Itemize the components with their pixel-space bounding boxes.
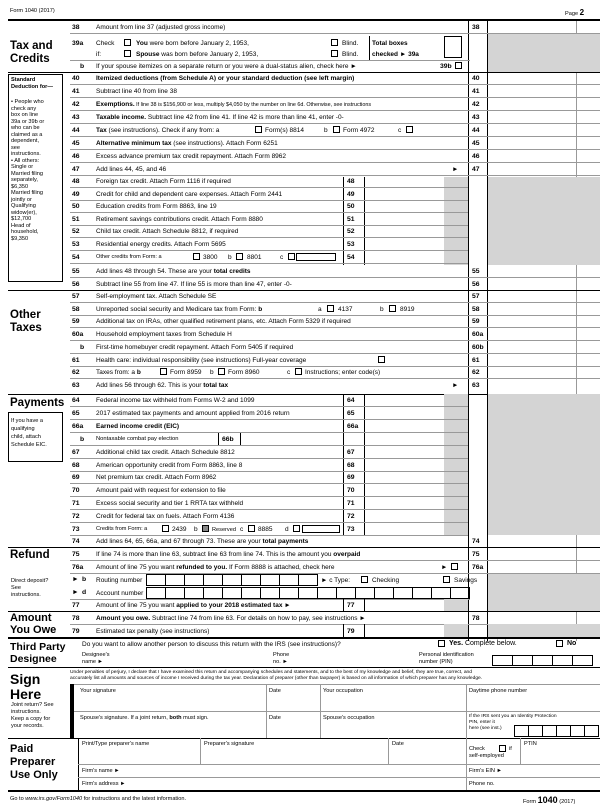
line-70-label: Amount paid with request for extension to file <box>96 487 226 495</box>
routing-digit[interactable] <box>165 574 185 586</box>
firm-phone-field[interactable]: Phone no. <box>469 781 495 787</box>
firm-address-field[interactable]: Firm's address ► <box>82 781 126 787</box>
account-digit[interactable] <box>222 587 242 599</box>
line-73c-checkbox[interactable] <box>248 525 255 532</box>
you-blind-checkbox[interactable] <box>331 39 338 46</box>
line-73d-input[interactable] <box>302 525 340 533</box>
line-68-label: American opportunity credit from Form 8863, line 8 <box>96 461 243 469</box>
account-digit[interactable] <box>374 587 394 599</box>
preparer-signature-field[interactable]: Preparer's signature <box>204 741 255 747</box>
line-59-label: Additional tax on IRAs, other qualified retirement plans, etc. Attach Form 5329 if required <box>96 318 351 326</box>
line-54a-checkbox[interactable] <box>193 253 200 260</box>
line-62-label: Taxes from: a b <box>96 369 141 377</box>
line-73-label: Credits from Form: a <box>96 526 148 532</box>
routing-digit[interactable] <box>203 574 223 586</box>
ip-pin-digit[interactable] <box>514 725 529 737</box>
checking-checkbox[interactable] <box>361 576 368 583</box>
line-51-label: Retirement savings contributions credit. Attach Form 8880 <box>96 215 263 223</box>
amount-col-left <box>468 21 469 641</box>
account-digit[interactable] <box>412 587 432 599</box>
spouse-born-checkbox[interactable] <box>124 50 131 57</box>
section-payments: Payments <box>10 397 65 409</box>
you-born-checkbox[interactable] <box>124 39 131 46</box>
account-digit[interactable] <box>431 587 451 599</box>
section-third-party: Third Party Designee <box>10 641 66 665</box>
line-49-label: Credit for child and dependent care expenses. Attach Form 2441 <box>96 190 283 198</box>
form-name-header: Form 1040 (2017) <box>10 8 55 14</box>
line-54c-input[interactable] <box>296 253 336 261</box>
full-year-coverage-checkbox[interactable] <box>378 356 385 363</box>
ip-pin-digit[interactable] <box>570 725 585 737</box>
ptin-field[interactable]: PTIN <box>524 741 537 747</box>
line-44-label: Tax (see instructions). Check if any from: a <box>96 127 220 134</box>
account-digit[interactable] <box>279 587 299 599</box>
line-53-label: Residential energy credits. Attach Form 5695 <box>96 241 226 248</box>
firm-ein-field[interactable]: Firm's EIN ► <box>469 768 503 774</box>
footer-instructions: Go to www.irs.gov/Form1040 for instructions and the latest information. <box>10 796 186 802</box>
account-digit[interactable] <box>184 587 204 599</box>
reserved-checkbox <box>202 525 209 532</box>
ip-pin-digit[interactable] <box>556 725 571 737</box>
line-65-label: 2017 estimated tax payments and amount applied from 2016 return <box>96 409 290 417</box>
line-44c-checkbox[interactable] <box>406 126 413 133</box>
line-num: 45 <box>72 140 80 147</box>
line-69-label: Net premium tax credit. Attach Form 8962 <box>96 474 217 482</box>
line-38-label: Amount from line 37 (adjusted gross income) <box>96 24 226 31</box>
your-occupation-field[interactable]: Your occupation <box>323 688 363 694</box>
spouse-blind-checkbox[interactable] <box>331 50 338 57</box>
account-digit[interactable] <box>317 587 337 599</box>
third-party-no-checkbox[interactable] <box>556 640 563 647</box>
line-50-label: Education credits from Form 8863, line 19 <box>96 203 217 211</box>
pin-digit[interactable] <box>492 655 513 666</box>
irs-link[interactable]: www.irs.gov/Form1040 <box>25 796 83 802</box>
preparer-name-field[interactable]: Print/Type preparer's name <box>82 741 150 747</box>
line-66b-label: Nontaxable combat pay election <box>96 435 179 442</box>
account-digit[interactable] <box>450 587 470 599</box>
amount-col-right <box>487 21 488 641</box>
routing-digit[interactable] <box>260 574 280 586</box>
line-47-label: Add lines 44, 45, and 46 <box>96 166 167 173</box>
daytime-phone-field[interactable]: Daytime phone number <box>469 688 528 694</box>
self-employed-checkbox[interactable] <box>499 745 506 752</box>
form-8888-checkbox[interactable] <box>451 563 458 570</box>
line-66a-label: Earned income credit (EIC) <box>96 422 180 430</box>
account-digit[interactable] <box>260 587 280 599</box>
line-73a-checkbox[interactable] <box>162 525 169 532</box>
section-tax-credits: Tax and Credits <box>10 40 53 65</box>
standard-deduction-text: • People who check any box on line 39a or 39b or who can be claimed as a dependent, see instructions. • All others: Single or Married filing separately, $6,350 Married filing jointly or Qualifying widow(er), $12,700 Head of household, $9,350 <box>11 99 45 242</box>
routing-digit[interactable] <box>184 574 204 586</box>
line-58-label: Unreported social security and Medicare tax from Form: b <box>96 305 263 313</box>
line-72-label: Credit for federal tax on fuels. Attach Form 4136 <box>96 513 235 521</box>
account-digit[interactable] <box>393 587 413 599</box>
pin-digit[interactable] <box>512 655 533 666</box>
pin-digit[interactable] <box>572 655 593 666</box>
line-61-label: Health care: individual responsibility (see instructions) Full-year coverage <box>96 356 307 364</box>
line-60b-label: First-time homebuyer credit repayment. Attach Form 5405 if required <box>96 343 294 351</box>
section-paid-preparer: Paid Preparer Use Only <box>10 743 58 781</box>
spouse-signature-field[interactable]: Spouse's signature. If a joint return, both must sign. <box>80 715 209 721</box>
page-label: Page 2 <box>565 8 585 17</box>
line-58a-checkbox[interactable] <box>327 305 334 312</box>
line-num: 47 <box>72 166 80 173</box>
pin-digit[interactable] <box>552 655 573 666</box>
line-48-label: Foreign tax credit. Attach Form 1116 if required <box>96 178 231 185</box>
third-party-yes-checkbox[interactable] <box>438 640 445 647</box>
line-54b-checkbox[interactable] <box>236 253 243 260</box>
line-62a-checkbox[interactable] <box>160 368 167 375</box>
footer-form: Form 1040 (2017) <box>523 795 576 805</box>
spouse-occupation-field[interactable]: Spouse's occupation <box>323 715 375 721</box>
account-digit[interactable] <box>336 587 356 599</box>
account-digit[interactable] <box>165 587 185 599</box>
line-num: 40 <box>72 75 80 82</box>
account-digit[interactable] <box>355 587 375 599</box>
ip-pin-digit[interactable] <box>584 725 599 737</box>
line-44a-checkbox[interactable] <box>255 126 262 133</box>
line-45-label: Alternative minimum tax (see instructions). Attach Form 6251 <box>96 140 278 147</box>
line-63-label: Add lines 56 through 62. This is your total tax <box>96 381 229 389</box>
ip-pin-digit[interactable] <box>528 725 543 737</box>
account-digit[interactable] <box>241 587 261 599</box>
line-num: 41 <box>72 88 80 95</box>
line-40-label: Itemized deductions (from Schedule A) or your standard deduction (see left margin) <box>96 75 355 82</box>
line-54-label: Other credits from Form: a <box>96 253 162 260</box>
total-boxes-input[interactable] <box>444 36 462 58</box>
routing-digit[interactable] <box>222 574 242 586</box>
firm-name-field[interactable]: Firm's name ► <box>82 768 120 774</box>
pin-digit[interactable] <box>532 655 553 666</box>
line-num: 43 <box>72 114 80 121</box>
line-39b-checkbox[interactable] <box>455 62 462 69</box>
line-num: 44 <box>72 127 80 134</box>
line-73d-checkbox[interactable] <box>293 525 300 532</box>
line-46-label: Excess advance premium tax credit repayment. Attach Form 8962 <box>96 153 287 160</box>
line-41-label: Subtract line 40 from line 38 <box>96 88 177 95</box>
line-58b-checkbox[interactable] <box>389 305 396 312</box>
line-71-label: Excess social security and tier 1 RRTA tax withheld <box>96 500 244 508</box>
account-digit[interactable] <box>298 587 318 599</box>
ip-pin-digit[interactable] <box>542 725 557 737</box>
section-amount-owe: Amount You Owe <box>10 612 57 636</box>
line-54c-checkbox[interactable] <box>288 253 295 260</box>
line-62c-checkbox[interactable] <box>295 368 302 375</box>
line-57-label: Self-employment tax. Attach Schedule SE <box>96 293 217 300</box>
line-62b-checkbox[interactable] <box>218 368 225 375</box>
line-44b-checkbox[interactable] <box>333 126 340 133</box>
line-60a-label: Household employment taxes from Schedule H <box>96 331 232 339</box>
line-67-label: Additional child tax credit. Attach Schedule 8812 <box>96 448 235 456</box>
line-43-label: Taxable income. Subtract line 42 from line 41. If line 42 is more than line 41, enter -0- <box>96 114 344 121</box>
routing-digit[interactable] <box>298 574 318 586</box>
line-52-label: Child tax credit. Attach Schedule 8812, if required <box>96 228 239 236</box>
line-num: 42 <box>72 101 80 108</box>
line-num: 46 <box>72 153 80 160</box>
account-digit[interactable] <box>203 587 223 599</box>
section-other-taxes: Other Taxes <box>10 309 42 334</box>
account-digit[interactable] <box>146 587 166 599</box>
routing-digit[interactable] <box>279 574 299 586</box>
line-64-label: Federal income tax withheld from Forms W-2 and 1099 <box>96 397 255 404</box>
your-signature-field[interactable]: Your signature <box>80 688 116 694</box>
savings-checkbox[interactable] <box>443 576 450 583</box>
section-refund: Refund <box>10 549 50 561</box>
routing-digit[interactable] <box>241 574 261 586</box>
section-sign-here: Sign Here <box>10 671 42 702</box>
routing-digit[interactable] <box>146 574 166 586</box>
line-42-label: Exemptions. If line 38 is $156,900 or less, multiply $4,050 by the number on line 6d. Otherwise, see instructions <box>96 101 372 108</box>
